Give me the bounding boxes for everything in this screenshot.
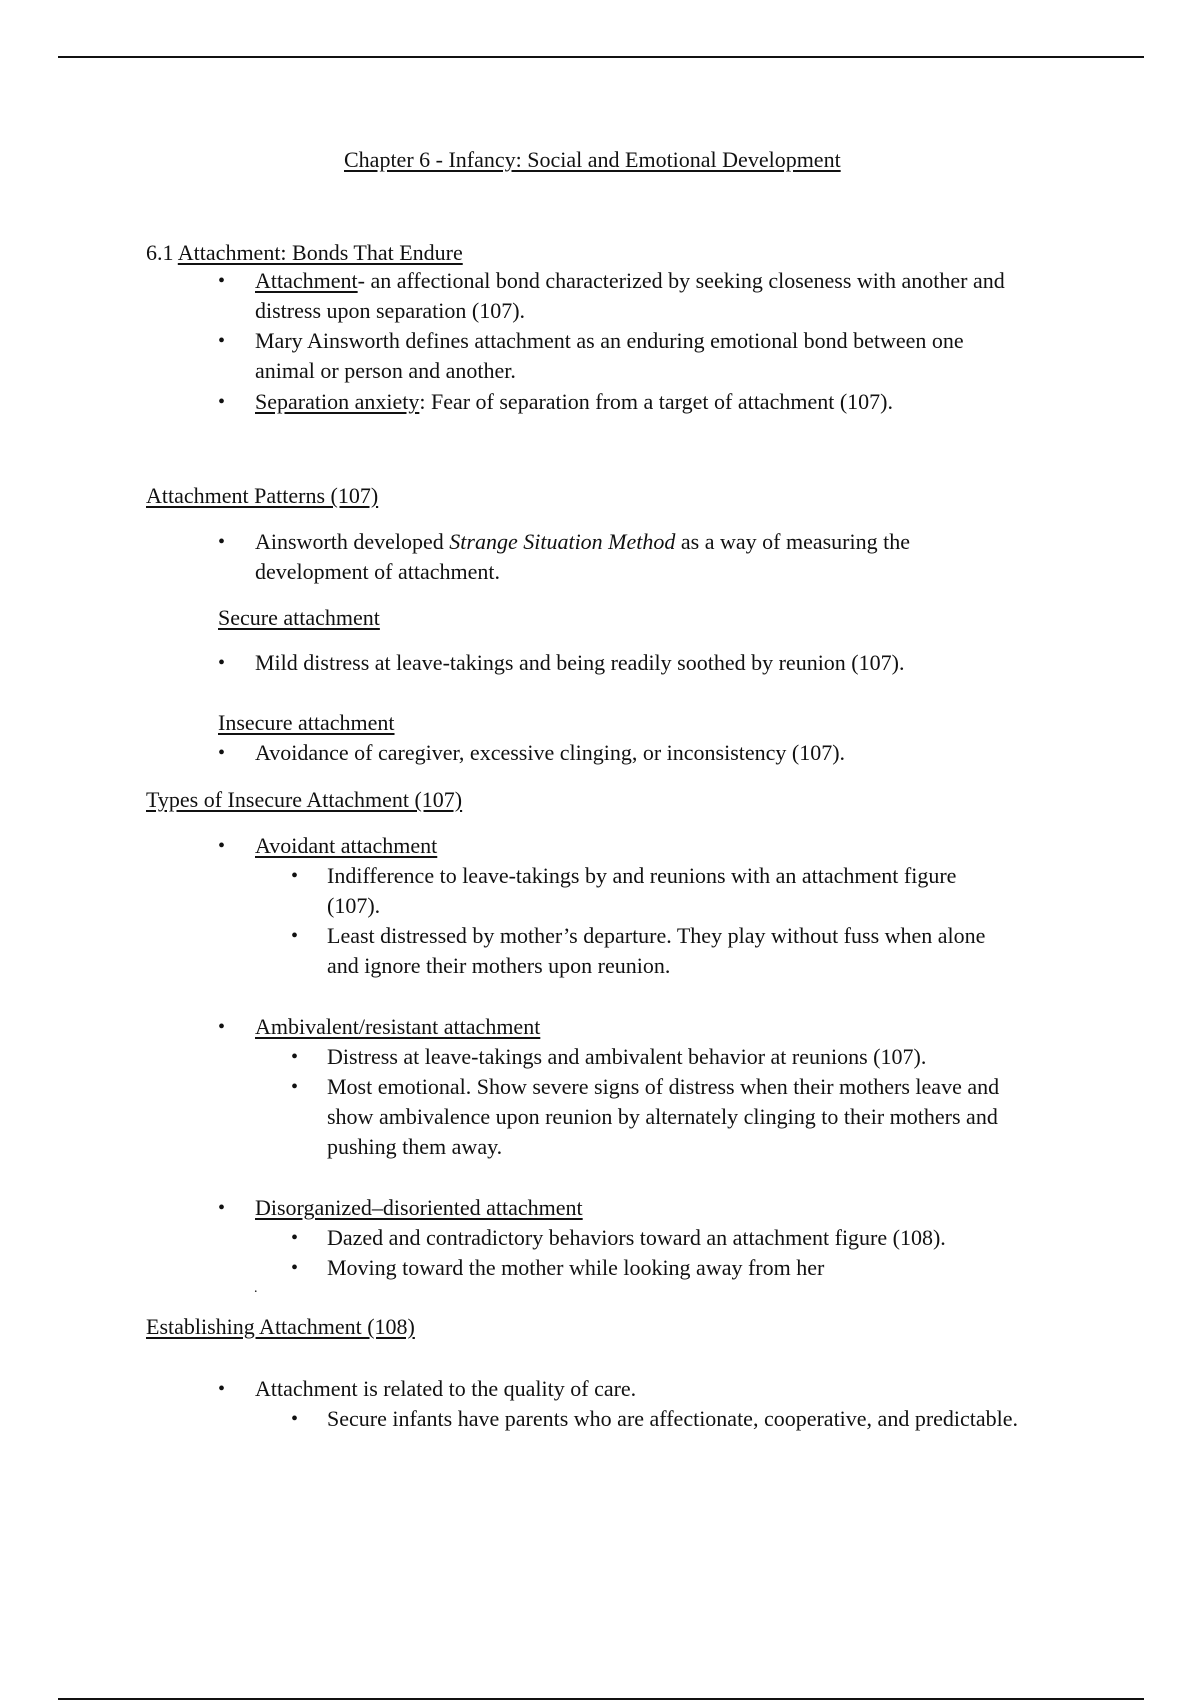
list-item-continuation: animal or person and another. bbox=[255, 358, 516, 383]
list-item: Attachment is related to the quality of care. bbox=[255, 1376, 637, 1401]
bullet-icon: • bbox=[291, 925, 299, 947]
bullet-icon: • bbox=[291, 1257, 299, 1279]
sub-list-item-continuation: pushing them away. bbox=[327, 1134, 503, 1159]
section-number: 6.1 bbox=[146, 240, 178, 265]
text-run: Ainsworth developed bbox=[255, 529, 450, 554]
establishing-attachment-heading: Establishing Attachment (108) bbox=[146, 1314, 415, 1339]
list-item-continuation: distress upon separation (107). bbox=[255, 298, 526, 323]
bullet-icon: • bbox=[218, 1197, 226, 1219]
definition-text: : Fear of separation from a target of attachment (107). bbox=[419, 389, 893, 414]
document-title: Chapter 6 - Infancy: Social and Emotional Development bbox=[344, 147, 841, 172]
sub-list-item-continuation: show ambivalence upon reunion by alternately clinging to their mothers and bbox=[327, 1104, 998, 1129]
list-item bbox=[255, 387, 893, 417]
trailing-dot: . bbox=[254, 1281, 258, 1296]
bullet-icon: • bbox=[291, 1227, 299, 1249]
list-item bbox=[255, 527, 910, 557]
insecure-attachment-heading: Insecure attachment bbox=[218, 710, 395, 735]
bullet-icon: • bbox=[218, 652, 226, 674]
sub-list-item: Dazed and contradictory behaviors toward an attachment figure (108). bbox=[327, 1225, 946, 1250]
bullet-icon: • bbox=[218, 330, 226, 352]
secure-attachment-heading: Secure attachment bbox=[218, 605, 380, 630]
sub-list-item-continuation: and ignore their mothers upon reunion. bbox=[327, 953, 671, 978]
bullet-icon: • bbox=[291, 865, 299, 887]
bullet-icon: • bbox=[218, 1016, 226, 1038]
term-separation-anxiety: Separation anxiety bbox=[255, 389, 420, 414]
disorganized-attachment-label: Disorganized–disoriented attachment bbox=[255, 1195, 583, 1220]
sub-list-item: Least distressed by mother’s departure. They play without fuss when alone bbox=[327, 923, 986, 948]
bullet-icon: • bbox=[218, 270, 226, 292]
sub-list-item: Secure infants have parents who are affectionate, cooperative, and predictable. bbox=[327, 1406, 1019, 1431]
sub-list-item: Indifference to leave-takings by and reunions with an attachment figure bbox=[327, 863, 957, 888]
ambivalent-attachment-label: Ambivalent/resistant attachment bbox=[255, 1014, 541, 1039]
list-item-continuation: development of attachment. bbox=[255, 559, 500, 584]
section-title: Attachment: Bonds That Endure bbox=[177, 240, 463, 265]
sub-list-item: Distress at leave-takings and ambivalent behavior at reunions (107). bbox=[327, 1044, 927, 1069]
bullet-icon: • bbox=[218, 1378, 226, 1400]
page-top-rule bbox=[58, 56, 1144, 58]
types-insecure-heading: Types of Insecure Attachment (107) bbox=[146, 787, 463, 812]
avoidant-attachment-label: Avoidant attachment bbox=[255, 833, 438, 858]
strange-situation-method: Strange Situation Method bbox=[449, 529, 676, 554]
sub-list-item: Most emotional. Show severe signs of distress when their mothers leave and bbox=[327, 1074, 1000, 1099]
list-item: Mild distress at leave-takings and being readily soothed by reunion (107). bbox=[255, 650, 905, 675]
bullet-icon: • bbox=[291, 1076, 299, 1098]
bullet-icon: • bbox=[291, 1408, 299, 1430]
bullet-icon: • bbox=[291, 1046, 299, 1068]
bullet-icon: • bbox=[218, 742, 226, 764]
list-item bbox=[255, 266, 1005, 296]
section-6-1-heading bbox=[146, 238, 463, 268]
text-run: as a way of measuring the bbox=[675, 529, 910, 554]
attachment-patterns-heading: Attachment Patterns (107) bbox=[146, 483, 379, 508]
definition-text: - an affectional bond characterized by seeking closeness with another and bbox=[357, 268, 1005, 293]
bullet-icon: • bbox=[218, 835, 226, 857]
term-attachment: Attachment bbox=[255, 268, 358, 293]
list-item: Mary Ainsworth defines attachment as an enduring emotional bond between one bbox=[255, 328, 964, 353]
sub-list-item-continuation: (107). bbox=[327, 893, 381, 918]
list-item: Avoidance of caregiver, excessive clinging, or inconsistency (107). bbox=[255, 740, 846, 765]
bullet-icon: • bbox=[218, 531, 226, 553]
bullet-icon: • bbox=[218, 391, 226, 413]
sub-list-item: Moving toward the mother while looking away from her bbox=[327, 1255, 825, 1280]
